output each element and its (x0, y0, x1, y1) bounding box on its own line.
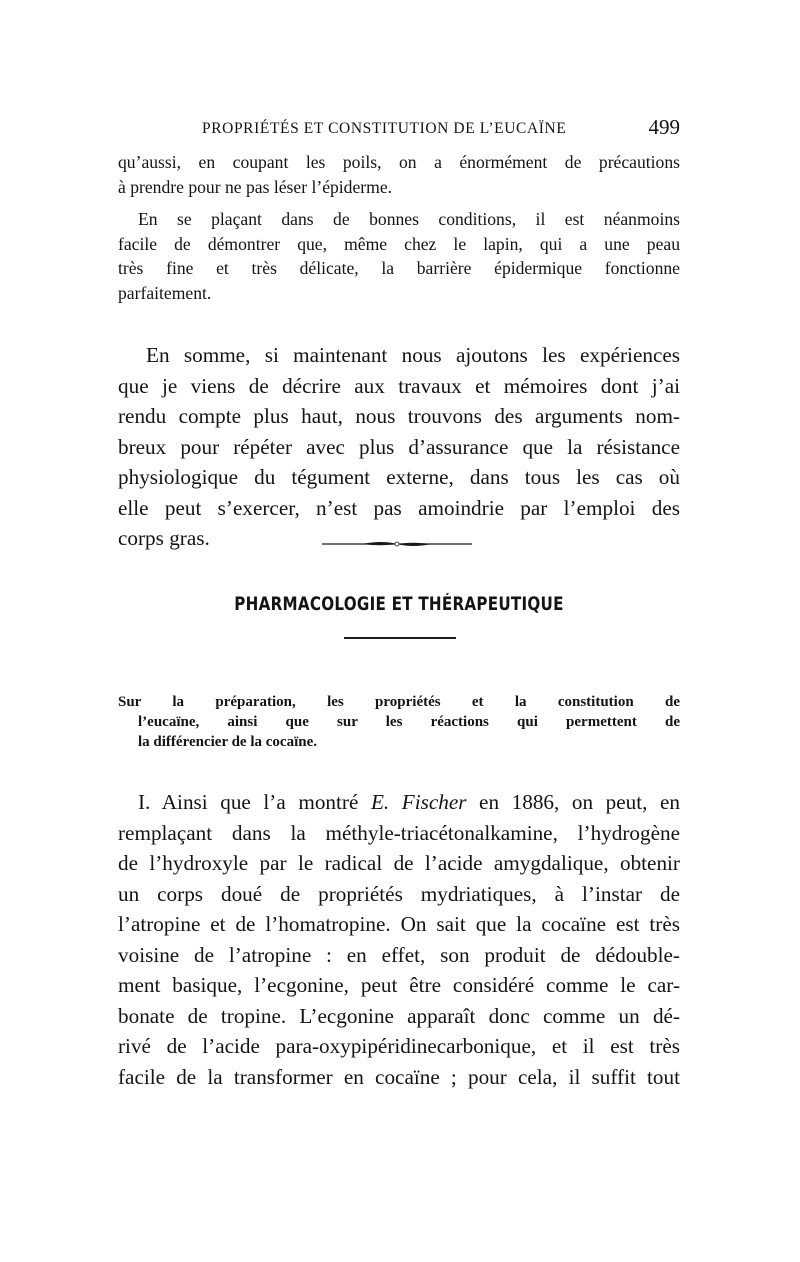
text-line: de l’hydroxyle par le radical de l’acide amygdalique, obtenir (118, 851, 680, 875)
text-line: parfaitement. (118, 282, 212, 303)
page-number: 499 (648, 115, 680, 139)
text-line: un corps doué de propriétés mydriatiques, à l’instar de (118, 881, 680, 906)
text-line: ment basique, l’ecgonine, peut être considéré comme le car- (118, 973, 680, 997)
paragraph-conclusion (118, 340, 680, 554)
running-head (118, 115, 680, 142)
paragraph-epiderme-continuation (118, 150, 680, 199)
text-fragment: en 1886, on peut, en (466, 790, 680, 814)
text-line: physiologique du tégument externe, dans tous les cas où (118, 465, 680, 489)
paragraph-eucaine-preparation (118, 787, 680, 1092)
section-heading: PHARMACOLOGIE ET THÉRAPEUTIQUE (234, 594, 564, 615)
text-line: Sur la préparation, les propriétés et la constitution de (118, 694, 680, 710)
text-line: à prendre pour ne pas léser l’épiderme. (118, 176, 393, 197)
text-line: voisine de l’atropine : en effet, son produit de dédouble- (118, 942, 680, 967)
text-line: rendu compte plus haut, nous trouvons des arguments nom- (118, 404, 680, 428)
text-line: que je viens de décrire aux travaux et mémoires dont j’ai (118, 373, 680, 398)
paragraph-barriere-epidermique (118, 207, 680, 305)
text-line: rivé de l’acide para-oxypipéridinecarbonique, et il est très (118, 1034, 680, 1058)
text-line: corps gras. (118, 526, 210, 550)
text-line: remplaçant dans la méthyle-triacétonalkamine, l’hydrogène (118, 820, 680, 845)
text-line: En se plaçant dans de bonnes conditions, il est néanmoins (138, 209, 680, 229)
article-subheading (118, 692, 680, 752)
text-line: facile de la transformer en cocaïne ; pour cela, il suffit tout (118, 1064, 680, 1089)
running-title: PROPRIÉTÉS ET CONSTITUTION DE L’EUCAÏNE (202, 120, 567, 137)
text-line: facile de démontrer que, même chez le lapin, qui a une peau (118, 233, 680, 254)
text-line: En somme, si maintenant nous ajoutons les expériences (146, 343, 680, 367)
author-name: E. Fischer (370, 790, 467, 814)
section-rule (344, 637, 456, 639)
text-line: l’eucaïne, ainsi que sur les réactions qui permettent de (138, 714, 680, 730)
text-line: elle peut s’exercer, n’est pas amoindrie par l’emploi des (118, 495, 680, 520)
text-fragment: I. Ainsi que l’a montré (138, 790, 371, 814)
text-line: breux pour répéter avec plus d’assurance que la résistance (118, 434, 680, 459)
text-line: qu’aussi, en coupant les poils, on a énormément de précautions (118, 152, 680, 172)
text-line (118, 787, 680, 818)
text-line: l’atropine et de l’homatropine. On sait que la cocaïne est très (118, 912, 680, 936)
ornamental-rule (322, 540, 472, 548)
text-line: bonate de tropine. L’ecgonine apparaît donc comme un dé- (118, 1003, 680, 1028)
text-line: très fine et très délicate, la barrière épidermique fonctionne (118, 258, 680, 279)
text-line: la différencier de la cocaïne. (138, 734, 317, 750)
